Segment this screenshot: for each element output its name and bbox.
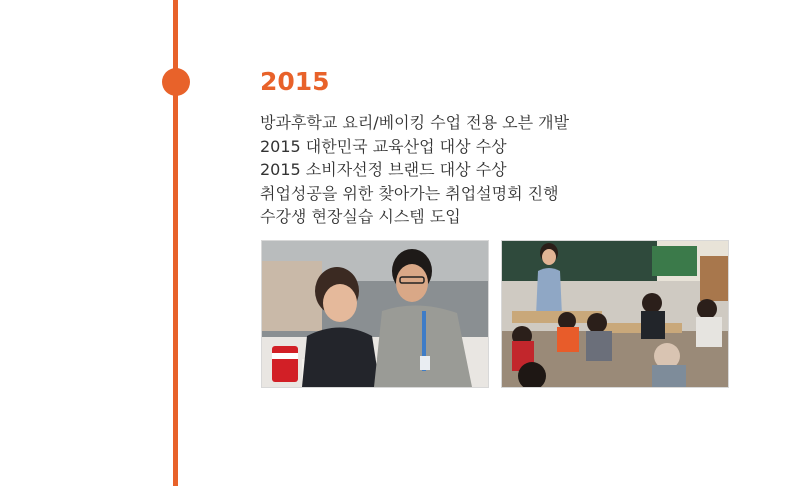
photo-consultation-illustration: [262, 241, 488, 387]
event-item: 2015 소비자선정 브랜드 대상 수상: [260, 160, 507, 179]
photo-classroom-illustration: [502, 241, 728, 387]
event-item: 방과후학교 요리/베이킹 수업 전용 오븐 개발: [260, 113, 570, 132]
photo-consultation: [261, 240, 489, 388]
event-item: 수강생 현장실습 시스템 도입: [260, 207, 461, 226]
event-list: [260, 111, 569, 229]
event-item: 취업성공을 위한 찾아가는 취업설명회 진행: [260, 183, 559, 203]
timeline-dot: [162, 68, 190, 96]
event-item: 2015 대한민국 교육산업 대상 수상: [260, 136, 507, 156]
timeline-year: 2015: [260, 67, 330, 96]
photo-classroom: [501, 240, 729, 388]
